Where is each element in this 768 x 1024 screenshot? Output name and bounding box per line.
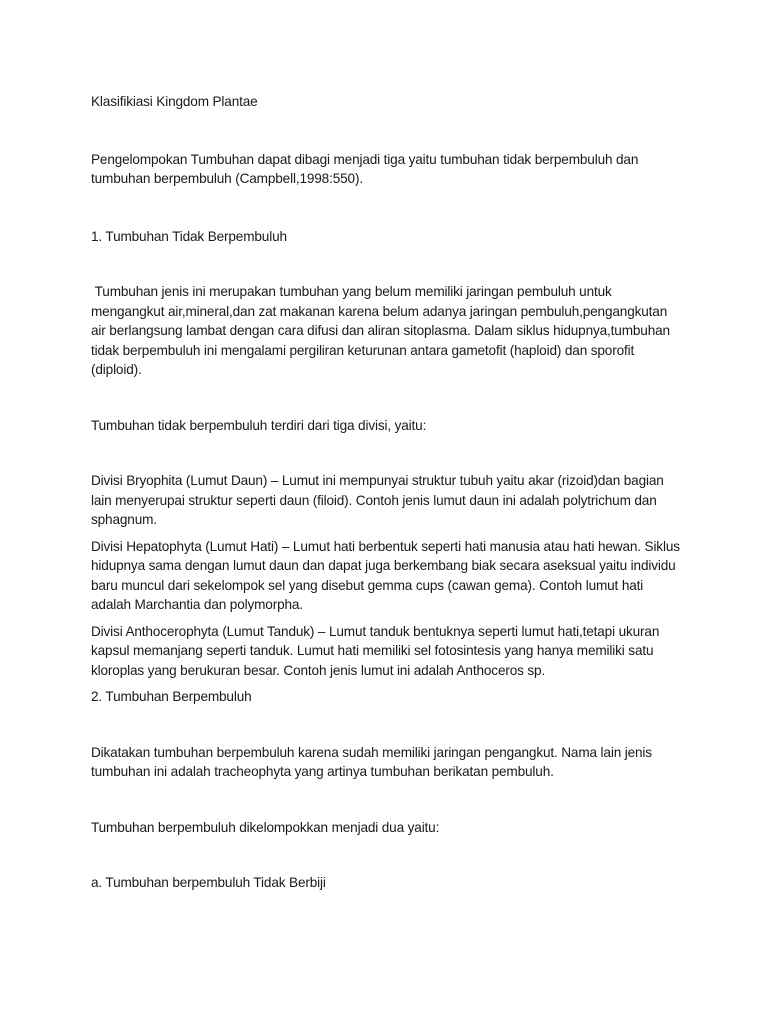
division-anthocerophyta: Divisi Anthocerophyta (Lumut Tanduk) – Lumut tanduk bentuknya seperti lumut hati,tetapi ukuran kapsul memanjang seperti tanduk. Lumut hati memiliki sel fotosintesis yang hanya memiliki satu kloroplas yang berukuran besar. Contoh jenis lumut ini adalah Anthoceros sp. <box>91 623 663 678</box>
spacer <box>91 112 681 150</box>
section-2-heading: 2. Tumbuhan Berpembuluh <box>91 689 252 704</box>
division-bryophyta: Divisi Bryophita (Lumut Daun) – Lumut ini mempunyai struktur tubuh yaitu akar (rizoid)dan bagian lain menyerupai struktur seperti daun (filoid). Contoh jenis lumut daun ini adalah polytrichum dan sphagnum. <box>91 473 668 527</box>
spacer <box>91 707 681 743</box>
spacer <box>91 530 681 537</box>
spacer <box>91 189 681 227</box>
division-hepatophyta: Divisi Hepatophyta (Lumut Hati) – Lumut hati berbentuk seperti hati manusia atau hati hewan. Siklus hidupnya sama dengan lumut daun dan dapat juga berkembang biak secara aseksual yaitu individu baru muncul dari sekelompok sel yang disebut gemma cups (cawan gema). Contoh lumut hati adalah Marchantia dan polymorpha. <box>91 538 684 612</box>
section-2-paragraph: Dikatakan tumbuhan berpembuluh karena sudah memiliki jaringan pengangkut. Nama lain jenis tumbuhan ini adalah tracheophyta yang artinya tumbuhan berikatan pembuluh. <box>91 744 656 779</box>
section-1-paragraph: Tumbuhan jenis ini merupakan tumbuhan yang belum memiliki jaringan pembuluh untuk mengangkut air,mineral,dan zat makanan karena belum adanya jaringan pembuluh,pengangkutan air berlangsung lambat dengan cara difusi dan aliran sitoplasma. Dalam siklus hidupnya,tumbuhan tidak berpembuluh ini mengalami pergiliran keturunan antara gametofit (haploid) dan sporofit (diploid). <box>91 284 674 377</box>
subsection-a-heading: a. Tumbuhan berpembuluh Tidak Berbiji <box>91 875 326 890</box>
intro-paragraph: Pengelompokan Tumbuhan dapat dibagi menjadi tiga yaitu tumbuhan tidak berpembuluh dan tumbuhan berpembuluh (Campbell,1998:550). <box>91 151 642 186</box>
document-title: Klasifikiasi Kingdom Plantae <box>91 94 258 109</box>
document-body <box>91 92 684 893</box>
spacer <box>91 435 681 471</box>
spacer <box>91 615 681 622</box>
spacer <box>91 837 681 873</box>
divisions-intro: Tumbuhan tidak berpembuluh terdiri dari tiga divisi, yaitu: <box>91 417 427 433</box>
spacer <box>91 680 681 687</box>
spacer <box>91 246 681 282</box>
spacer <box>91 782 681 818</box>
section-1-heading: 1. Tumbuhan Tidak Berpembuluh <box>91 228 287 244</box>
spacer <box>91 380 681 416</box>
groups-intro: Tumbuhan berpembuluh dikelompokkan menjadi dua yaitu: <box>91 819 440 835</box>
